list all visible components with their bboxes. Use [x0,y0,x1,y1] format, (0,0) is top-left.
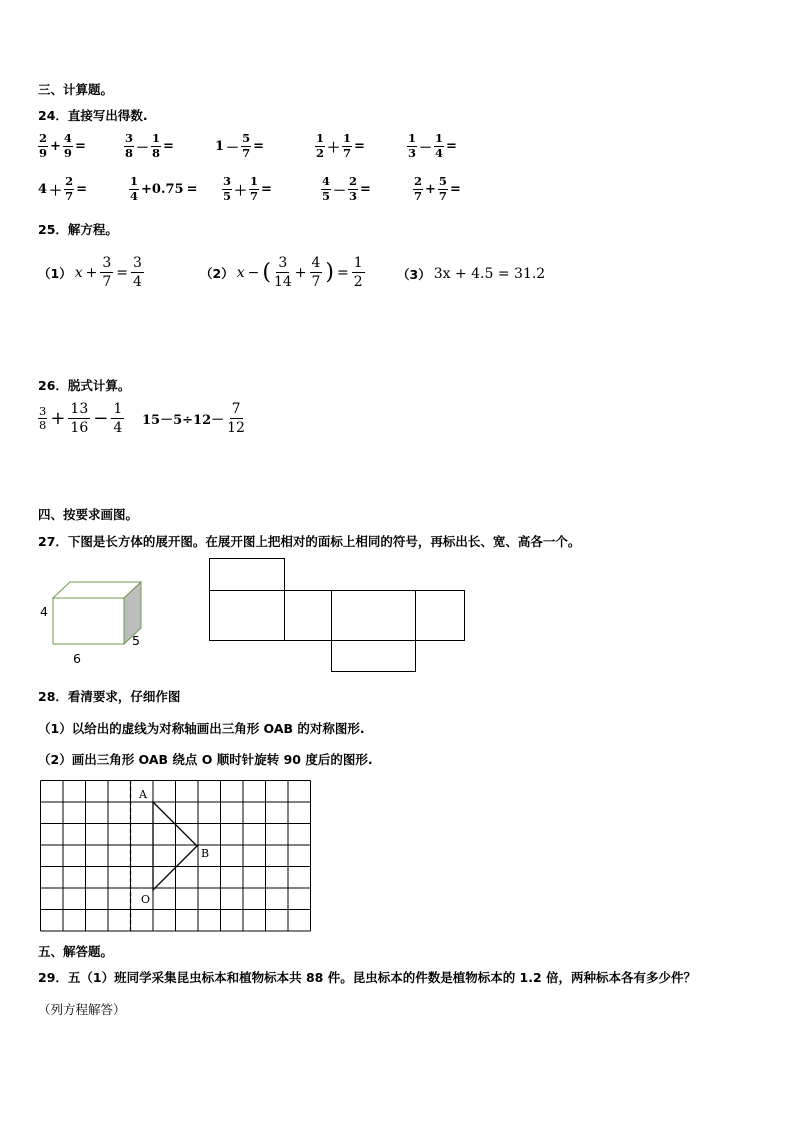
point-o-label: O [141,893,151,906]
q25-equation-2: （2） x − ( $\frac{3}{14}$ + $\frac{4}{7}$ ) = $\frac{1}{2}$ [200,255,363,290]
grid-figure [40,780,312,932]
question-29-note: （列方程解答） [38,1002,126,1017]
q24-item-9: $\frac{4}{5}$ － $\frac{2}{3}$ = [322,174,371,203]
cuboid-width-label: 5 [132,633,140,648]
net-face [332,641,416,672]
section-3-heading: 三、计算题。 [38,82,114,97]
fraction: $\frac{2}{9}$ [39,131,48,160]
cuboid-front-face [53,598,124,644]
fraction: $\frac{4}{9}$ [63,131,72,160]
section-5-heading: 五、解答题。 [38,944,114,959]
q25-equation-3: （3） 3x + 4.5 = 31.2 [397,266,546,282]
q24-item-2: $\frac{3}{8}$ － $\frac{1}{8}$ = [125,131,174,160]
q25-equation-1: （1） x + $\frac{3}{7}$ = $\frac{3}{4}$ [38,255,142,290]
net-face [210,591,285,641]
question-24-title: 24．直接写出得数. [38,108,148,123]
cuboid-length-label: 6 [73,651,81,666]
q24-item-1: $\frac{2}{9}$ + $\frac{4}{9}$ = [39,131,86,160]
question-25-title: 25．解方程。 [38,222,118,237]
net-face [416,591,465,641]
net-face [285,591,332,641]
question-26-title: 26．脱式计算。 [38,378,131,393]
question-28-title: 28．看清要求，仔细作图 [38,689,181,704]
net-face [332,591,416,641]
net-face [210,559,285,591]
question-27-title: 27．下图是长方体的展开图。在展开图上把相对的面标上相同的符号，再标出长、宽、高各一个。 [38,534,581,549]
section-4-heading: 四、按要求画图。 [38,507,139,522]
q26-expression-1: $\frac{3}{8}$ + $\frac{13}{16}$ − $\frac{1}{4}$ [39,401,123,436]
cuboid-figure [40,578,150,668]
point-a-label: A [139,788,147,801]
q24-item-4: $\frac{1}{2}$ ＋ $\frac{1}{7}$ = [316,131,365,160]
q28-part-2: （2）画出三角形 OAB 绕点 O 顺时针旋转 90 度后的图形. [38,752,373,767]
question-29-title: 29．五（1）班同学采集昆虫标本和植物标本共 88 件。昆虫标本的件数是植物标本的 1.2 倍，两种标本各有多少件？ [38,970,697,985]
q26-expression-2: 15－5÷12－ $\frac{7}{12}$ [142,401,245,436]
cuboid-net [205,555,470,677]
grid-lines [41,781,311,932]
q24-item-7: $\frac{1}{4}$ +0.75 = [130,174,198,203]
q24-item-5: $\frac{1}{3}$ － $\frac{1}{4}$ = [408,131,457,160]
q24-item-8: $\frac{3}{5}$ ＋ $\frac{1}{7}$ = [223,174,272,203]
cuboid-height-label: 4 [40,604,48,619]
q24-item-6: 4 ＋ $\frac{2}{7}$ = [38,174,87,203]
q24-item-3: 1 － $\frac{5}{7}$ = [215,131,264,160]
q24-item-10: $\frac{2}{7}$ + $\frac{5}{7}$ = [414,174,461,203]
point-b-label: B [201,847,210,860]
q28-part-1: （1）以给出的虚线为对称轴画出三角形 OAB 的对称图形. [38,721,365,736]
